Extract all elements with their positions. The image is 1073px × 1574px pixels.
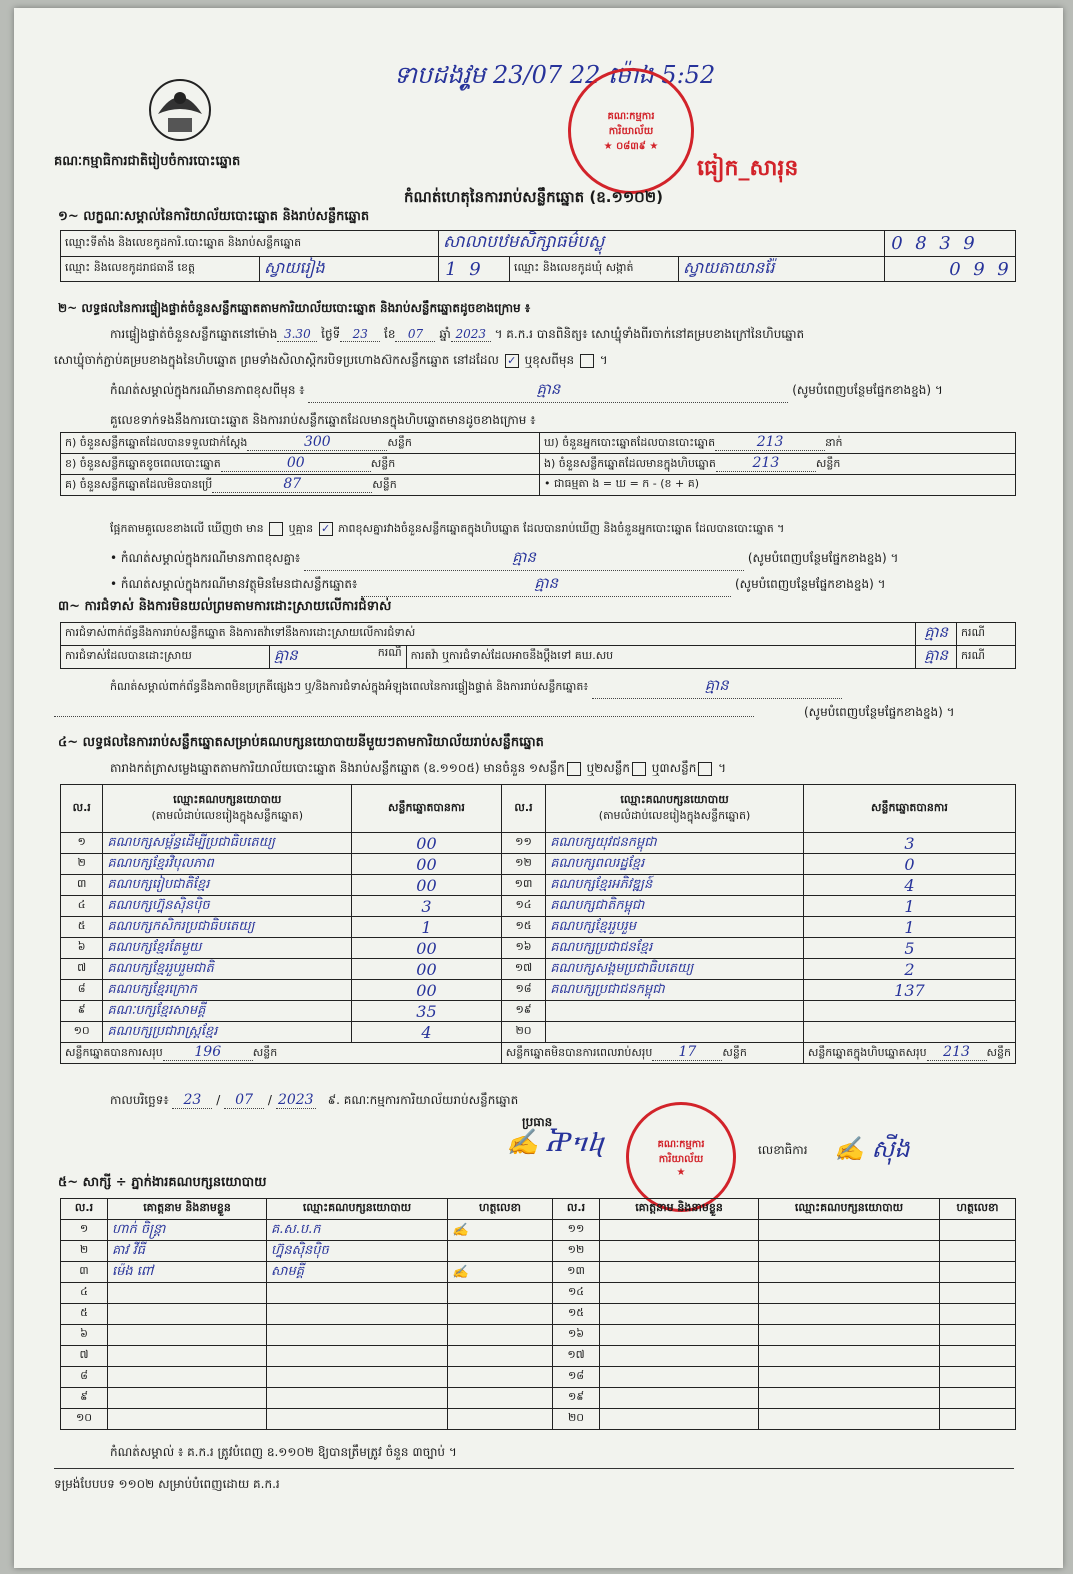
witness-name	[108, 1367, 267, 1388]
witness-signature	[448, 1346, 553, 1367]
form-sheet	[14, 8, 1063, 1568]
seal-line: សោឃ្នុំចាក់ភ្ជាប់គម្របខាងក្នុងនៃហិបឆ្នោត ព្រមទាំងសិលាស្តិករបិទប្រហោងស៊កសន្លឹកឆ្នោត នៅដដែល ✓ ឬខុសពីមុន ។	[54, 353, 608, 367]
witness-name	[108, 1409, 267, 1430]
discrepancy-note: • កំណត់សម្គាល់ក្នុងករណីមានភាពខុសគ្នា៖ គ្មាន (សូមបំពេញបន្ថែមផ្នែកខាងខ្នង) ។	[110, 548, 898, 571]
witness-party	[759, 1304, 940, 1325]
different-checkbox[interactable]	[580, 354, 594, 368]
has-discrepancy-checkbox[interactable]	[269, 522, 283, 536]
row-number: ៧	[61, 959, 103, 980]
row-number: ១	[61, 833, 103, 854]
witness-name	[108, 1388, 267, 1409]
witness-party	[759, 1325, 940, 1346]
table-row	[61, 917, 1016, 938]
row-number: ៦	[61, 938, 103, 959]
witness-signature	[940, 1325, 1016, 1346]
section2-heading: ២~ លទ្ធផលនៃការផ្ទៀងផ្ទាត់ចំនួនសន្លឹកឆ្នោតតាមការិយាល័យបោះឆ្នោត និងរាប់សន្លឹកឆ្នោតដូចខាងក្រោម ៖	[58, 301, 531, 315]
witness-party	[759, 1241, 940, 1262]
witness-party	[267, 1325, 448, 1346]
spoiled-ballots: 00	[221, 455, 371, 472]
witness-name	[600, 1304, 759, 1325]
emblem-logo	[144, 74, 216, 146]
witness-party	[759, 1367, 940, 1388]
party-name: គណបក្សពលរដ្ឋខ្មែរ	[546, 854, 804, 875]
figures-intro: គួលេខទាក់ទងនឹងការបោះឆ្នោត និងការរាប់សន្លឹកឆ្នោតដែលមានក្នុងហិបឆ្នោតមានដូចខាងក្រោម ៖	[110, 413, 536, 427]
witness-party	[267, 1283, 448, 1304]
row-number: ៧	[61, 1346, 108, 1367]
witness-name: ហាក់ ចិន្ត្រា	[108, 1220, 267, 1241]
table-row	[61, 1304, 1016, 1325]
table-row	[61, 875, 1016, 896]
row-number: ១៣	[553, 1262, 600, 1283]
row-number: ១៩	[501, 1001, 546, 1022]
vote-count: 4	[352, 1022, 502, 1043]
vote-count: 1	[803, 896, 1015, 917]
two-sheets-checkbox[interactable]	[632, 762, 646, 776]
vote-count	[803, 1022, 1015, 1043]
form-title: កំណត់ហេតុនៃការរាប់សន្លឹកឆ្នោត (ឧ.១១០២)	[404, 188, 664, 206]
row-number: ១៨	[553, 1367, 600, 1388]
stamp-side-note: ធៀក_សារុន	[697, 156, 799, 181]
vote-count: 00	[352, 938, 502, 959]
row-number: ១៨	[501, 980, 546, 1001]
witness-table: ល.រ គោត្តនាម និងនាមខ្លួន ឈ្មោះគណបក្សនយោបាយ ហត្ថលេខា ល.រ គោត្តនាម និងនាមខ្លួន ឈ្មោះគណបក្សនយោបាយ ហត្ថលេខា ១ ហាក់ ចិន្ត្រា គ.ស.ប.ក ✍ ១១ ២ គាវ វីធី ហ្វ៊ុនស៊ិនប៉ិច ១២ ៣ ម៉េង ពៅ សាមគ្គី ✍ ១៣ ៤ ១៤ ៥ ១៥ ៦ ១៦ ៧ ១៧ ៨ ១៨ ៩ ១៩ ១០ ២០	[60, 1198, 1016, 1430]
table-row	[61, 1001, 1016, 1022]
irregularity-note: កំណត់សម្គាល់ពាក់ព័ន្ធនឹងភាពមិនប្រក្រតីផ្សេងៗ ឬ/និងការជំទាស់ក្នុងអំឡុងពេលនៃការផ្ទៀងផ្ទាត់ និងការរាប់សន្លឹកឆ្នោត៖ គ្មាន	[110, 676, 842, 699]
witness-party	[759, 1409, 940, 1430]
vote-count: 00	[352, 980, 502, 1001]
row-number: ៩	[61, 1388, 108, 1409]
row-number: ៥	[61, 917, 103, 938]
witness-name: ម៉េង ពៅ	[108, 1262, 267, 1283]
row-number: ១៥	[501, 917, 546, 938]
chair-signature: ✍ Ⴟⴈⴉ	[506, 1128, 605, 1158]
table-row	[61, 1409, 1016, 1430]
location-label: ឈ្មោះទីតាំង និងលេខកូដការិ.បោះឆ្នោត និងរាប់សន្លឹកឆ្នោត	[61, 231, 439, 257]
witness-party	[267, 1388, 448, 1409]
section3-heading: ៣~ ការជំទាស់ និងការមិនយល់ព្រមតាមការដោះស្រាយលើការជំទាស់	[58, 599, 392, 614]
party-name: គណបក្សខ្មែរតែមួយ	[103, 938, 352, 959]
commune-value: ស្វាយតាយានរ៉ែ	[679, 257, 885, 282]
row-number: ១១	[501, 833, 546, 854]
form-footer: ទម្រង់បែបបទ ១១០២ សម្រាប់បំពេញដោយ គ.ក.រ	[54, 1477, 280, 1491]
row-number: ២	[61, 854, 103, 875]
witness-signature	[940, 1409, 1016, 1430]
witness-name	[600, 1283, 759, 1304]
table-row	[61, 1220, 1016, 1241]
table-row	[61, 1022, 1016, 1043]
section5-heading: ៥~ សាក្សី ÷ ភ្នាក់ងារគណបក្សនយោបាយ	[58, 1175, 267, 1190]
table-row	[61, 854, 1016, 875]
witness-party	[759, 1388, 940, 1409]
row-number: ១៦	[553, 1325, 600, 1346]
location-code: 0 8 3 9	[885, 231, 1016, 257]
resolved-count: គ្មាន ករណី	[270, 646, 407, 669]
witness-party	[759, 1283, 940, 1304]
witness-signature	[940, 1262, 1016, 1283]
table-row	[61, 1346, 1016, 1367]
witness-name	[600, 1367, 759, 1388]
witness-name	[600, 1241, 759, 1262]
witness-name	[600, 1325, 759, 1346]
total-in-box: 213	[927, 1044, 987, 1061]
row-number: ១៧	[553, 1346, 600, 1367]
party-name: គណបក្សរៀបជាតិខ្មែរ	[103, 875, 352, 896]
witness-signature	[448, 1409, 553, 1430]
table-row	[61, 959, 1016, 980]
row-number: ១០	[61, 1409, 108, 1430]
witness-signature: ✍	[448, 1262, 553, 1283]
witness-party	[267, 1409, 448, 1430]
table-row	[61, 1283, 1016, 1304]
vote-count: 137	[803, 980, 1015, 1001]
party-name: គណបក្សកសិករប្រជាធិបតេយ្យ	[103, 917, 352, 938]
handwritten-received-note: ទាបដងវ្តូម 23/07 22 ម៉ោង 5:52	[394, 61, 716, 89]
foreign-object-note: • កំណត់សម្គាល់ក្នុងករណីមានវត្ថុមិនមែនជាសន្លឹកឆ្នោត៖ គ្មាន (សូមបំពេញបន្ថែមផ្នែកខាងខ្នង) ។	[110, 574, 886, 597]
party-name: គណបក្សខ្មែរវិបុលភាព	[103, 854, 352, 875]
witness-name	[600, 1388, 759, 1409]
table-row	[61, 938, 1016, 959]
row-number: ១៤	[501, 896, 546, 917]
party-name: គណបក្សយុវជនកម្ពុជា	[546, 833, 804, 854]
witness-party	[759, 1220, 940, 1241]
row-number: ១៤	[553, 1283, 600, 1304]
secretary-label: លេខាធិការ	[758, 1143, 808, 1157]
table-row	[61, 1388, 1016, 1409]
party-name: គណៈបក្សខ្មែរសាមគ្គី	[103, 1001, 352, 1022]
witness-signature	[940, 1346, 1016, 1367]
bottom-note: កំណត់សម្គាល់ ៖ គ.ក.រ ត្រូវបំពេញ ឧ.១១០២ ឱ្យបានត្រឹមត្រូវ ចំនួន ៣ច្បាប់ ។	[110, 1445, 457, 1459]
three-sheets-checkbox[interactable]	[698, 762, 712, 776]
figures-table: ក) ចំនួនសន្លឹកឆ្នោតដែលបានទទួលជាក់ស្តែង 300 សន្លឹក ឃ) ចំនួនអ្នកបោះឆ្នោតដែលបានបោះឆ្នោត 213 នាក់ ខ) ចំនួនសន្លឹកឆ្នោតខូចពេលបោះឆ្នោត 00 សន្លឹក ង) ចំនួនសន្លឹកឆ្នោតដែលមានក្នុងហិបឆ្នោត 213 សន្លឹក គ) ចំនួនសន្លឹកឆ្នោតដែលមិនបានប្រើ 87 សន្លឹក • ជាធម្មតា ង = ឃ = ក - (ខ + គ)	[60, 432, 1016, 496]
row-number: ១៥	[553, 1304, 600, 1325]
vote-count: 1	[352, 917, 502, 938]
same-checkbox[interactable]: ✓	[505, 354, 519, 368]
appealed-count: គ្មាន	[916, 646, 957, 669]
row-number: ១៦	[501, 938, 546, 959]
witness-signature	[448, 1241, 553, 1262]
row-number: ១០	[61, 1022, 103, 1043]
party-name: គណបក្សប្រជាជនខ្មែរ	[546, 938, 804, 959]
difference-note: កំណត់សម្គាល់ក្នុងករណីមានភាពខុសពីមុន ៖ គ្មាន (សូមបំពេញបន្ថែមផ្នែកខាងខ្នង) ។	[110, 380, 1010, 403]
row-number: ២០	[501, 1022, 546, 1043]
witness-name	[108, 1346, 267, 1367]
unused-ballots: 87	[212, 476, 372, 493]
commune-label: ឈ្មោះ និងលេខកូដឃុំ សង្កាត់	[510, 257, 679, 282]
witness-party: គ.ស.ប.ក	[267, 1220, 448, 1241]
witness-signature	[940, 1220, 1016, 1241]
row-number: ៣	[61, 1262, 108, 1283]
province-label: ឈ្មោះ និងលេខកូដរាជធានី ខេត្ត	[61, 257, 260, 282]
table-row	[61, 1367, 1016, 1388]
table-row	[61, 980, 1016, 1001]
witness-signature	[448, 1283, 553, 1304]
witness-name	[600, 1409, 759, 1430]
row-number: ១១	[553, 1220, 600, 1241]
row-number: ៥	[61, 1304, 108, 1325]
commune-code: 0 9 9	[885, 257, 1016, 282]
verification-line: ការផ្ទៀងផ្ទាត់ចំនួនសន្លឹកឆ្នោតនៅម៉ោង 3.30 ថ្ងៃទី 23 ខែ 07 ឆ្នាំ 2023 ។ គ.ក.រ បានពិនិត្យ៖ សោឃ្នុំទាំងពីរចាក់នៅគម្របខាងក្រៅនៃហិបឆ្នោត	[110, 327, 805, 341]
no-discrepancy-checkbox[interactable]: ✓	[319, 522, 333, 536]
witness-party	[759, 1346, 940, 1367]
party-name: គណបក្សហ្វ៊ុនស៊ិនប៉ិច	[103, 896, 352, 917]
formula: ជាធម្មតា ង = ឃ = ក - (ខ + គ)	[554, 477, 699, 490]
witness-signature: ✍	[448, 1220, 553, 1241]
row-number: ១២	[553, 1241, 600, 1262]
vote-count: 00	[352, 854, 502, 875]
row-number: ៤	[61, 1283, 108, 1304]
party-results-table: ល.រ ឈ្មោះគណបក្សនយោបាយ (តាមលំដាប់លេខរៀងក្នុងសន្លឹកឆ្នោត) សន្លឹកឆ្នោតបានការ ល.រ ឈ្មោះគណបក្សនយោបាយ (តាមលំដាប់លេខរៀងក្នុងសន្លឹកឆ្នោត) សន្លឹកឆ្នោតបានការ ១ គណបក្សសម្ព័ន្ធដើម្បីប្រជាធិបតេយ្យ 00 ១១ គណបក្សយុវជនកម្ពុជា 3 ២ គណបក្សខ្មែរវិបុលភាព 00 ១២ គណបក្សពលរដ្ឋខ្មែរ 0 ៣ គណបក្សរៀបជាតិខ្មែរ 00 ១៣ គណបក្សខ្មែរអភិវឌ្ឍន៍ 4 ៤ គណបក្សហ្វ៊ុនស៊ិនប៉ិច 3 ១៤ គណបក្សជាតិកម្ពុជា 1 ៥ គណបក្សកសិករប្រជាធិបតេយ្យ 1 ១៥ គណបក្សខ្មែររួបរួម 1 ៦ គណបក្សខ្មែរតែមួយ 00 ១៦ គណបក្សប្រជាជនខ្មែរ 5 ៧ គណបក្សខ្មែររួបរួមជាតិ 00 ១៧ គណបក្សសង្គមប្រជាធិបតេយ្យ 2 ៨ គណបក្សខ្មែរក្រោក 00 ១៨ គណបក្សប្រជាជនកម្ពុជា 137 ៩ គណៈបក្សខ្មែរសាមគ្គី 35 ១៩ ១០ គណបក្សប្រជារាស្ត្រខ្មែរ 4 ២០ សន្លឹកឆ្នោតបានការសរុប 196 សន្លឹក សន្លឹកឆ្នោតមិនបានការពេលរាប់សរុប 17 សន្លឹក សន្លឹកឆ្នោតក្នុងហិបឆ្នោតសរុប 213 សន្លឹក	[60, 784, 1016, 1064]
row-number: ៦	[61, 1325, 108, 1346]
witness-party: សាមគ្គី	[267, 1262, 448, 1283]
tally-sheets-line: តារាងកត់ត្រាសម្លេងឆ្នោតតាមការិយាល័យបោះឆ្នោត និងរាប់សន្លឹកឆ្នោត (ឧ.១១០៥) មានចំនួន ១សន្លឹក ឬ២សន្លឹក ឬ៣សន្លឹក ។	[110, 761, 727, 775]
row-number: ៣	[61, 875, 103, 896]
secretary-signature: ✍ ស៊ីង	[834, 1135, 910, 1163]
party-name	[546, 1001, 804, 1022]
chair-label: ប្រធាន	[522, 1115, 553, 1129]
vote-count: 1	[803, 917, 1015, 938]
row-number: ១២	[501, 854, 546, 875]
vote-count: 3	[803, 833, 1015, 854]
row-number: ៤	[61, 896, 103, 917]
vote-count: 00	[352, 959, 502, 980]
table-row	[61, 833, 1016, 854]
party-name: គណបក្សជាតិកម្ពុជា	[546, 896, 804, 917]
party-name: គណបក្សសង្គមប្រជាធិបតេយ្យ	[546, 959, 804, 980]
official-stamp-top: គណៈកម្មការ ការិយាល័យ ★ ០៨៣៩ ★	[568, 68, 694, 194]
witness-signature	[940, 1241, 1016, 1262]
vote-count	[803, 1001, 1015, 1022]
vote-count: 2	[803, 959, 1015, 980]
witness-name	[600, 1262, 759, 1283]
official-stamp-bottom: គណៈកម្មការ ការិយាល័យ ★	[626, 1102, 736, 1212]
witness-signature	[448, 1325, 553, 1346]
witness-name	[108, 1325, 267, 1346]
witness-name	[108, 1283, 267, 1304]
row-number: ១៩	[553, 1388, 600, 1409]
party-name: គណបក្សខ្មែរអភិវឌ្ឍន៍	[546, 875, 804, 896]
witness-party	[267, 1367, 448, 1388]
vote-count: 3	[352, 896, 502, 917]
vote-count: 5	[803, 938, 1015, 959]
total-valid: 196	[163, 1044, 253, 1061]
complaints-table: ការជំទាស់ពាក់ព័ន្ធនឹងការរាប់សន្លឹកឆ្នោត និងការតវ៉ាទៅនឹងការដោះស្រាយលើការជំទាស់ គ្មាន ករណី ការជំទាស់ដែលបានដោះស្រាយ គ្មាន ករណី ការតវ៉ា ឬការជំទាស់ដែលអាចនឹងប្តឹងទៅ គឃ.សប គ្មាន ករណី	[60, 622, 1016, 669]
vote-count: 00	[352, 875, 502, 896]
one-sheet-checkbox[interactable]	[567, 762, 581, 776]
voters-count: 213	[715, 434, 825, 451]
table-row	[61, 896, 1016, 917]
province-code: 1 9	[439, 257, 510, 282]
party-name: គណបក្សប្រជារាស្ត្រខ្មែរ	[103, 1022, 352, 1043]
row-number: ១៧	[501, 959, 546, 980]
party-name: គណបក្សសម្ព័ន្ធដើម្បីប្រជាធិបតេយ្យ	[103, 833, 352, 854]
discrepancy-line: ផ្អែកតាមគួលេខខាងលើ ឃើញថា មាន ឬគ្មាន ✓ ភាពខុសគ្នារវាងចំនួនសន្លឹកឆ្នោតក្នុងហិបឆ្នោត ដែលបានរាប់ឃើញ និងចំនួនអ្នកបោះឆ្នោត ដែលបានបោះឆ្នោត ។	[110, 522, 785, 535]
org-name: គណៈកម្មាធិការជាតិរៀបចំការបោះឆ្នោត	[54, 154, 241, 169]
row-number: ២	[61, 1241, 108, 1262]
party-name: គណបក្សខ្មែររួបរួម	[546, 917, 804, 938]
table-row	[61, 1241, 1016, 1262]
section4-heading: ៤~ លទ្ធផលនៃការរាប់សន្លឹកឆ្នោតសម្រាប់គណបក្សនយោបាយនីមួយៗតាមការិយាល័យរាប់សន្លឹកឆ្នោត	[58, 735, 544, 750]
irregularity-fill-note: (សូមបំពេញបន្ថែមផ្នែកខាងខ្នង) ។	[804, 705, 955, 719]
witness-name	[600, 1346, 759, 1367]
witness-signature	[940, 1304, 1016, 1325]
row-number: ១	[61, 1220, 108, 1241]
vote-count: 0	[803, 854, 1015, 875]
row-number: ៨	[61, 980, 103, 1001]
section1-heading: ១~ លក្ខណៈសម្គាល់នៃការិយាល័យបោះឆ្នោត និងរាប់សន្លឹកឆ្នោត	[58, 209, 370, 224]
witness-signature	[448, 1388, 553, 1409]
witness-party	[759, 1262, 940, 1283]
row-number: ២០	[553, 1409, 600, 1430]
ballots-in-box: 213	[716, 455, 816, 472]
received-ballots: 300	[247, 434, 387, 451]
witness-name: គាវ វីធី	[108, 1241, 267, 1262]
party-name: គណបក្សប្រជាជនកម្ពុជា	[546, 980, 804, 1001]
vote-count: 00	[352, 833, 502, 854]
party-name: គណបក្សខ្មែរក្រោក	[103, 980, 352, 1001]
vote-count: 4	[803, 875, 1015, 896]
table-row	[61, 1262, 1016, 1283]
witness-signature	[940, 1388, 1016, 1409]
table-row	[61, 1325, 1016, 1346]
section1-table	[60, 230, 1016, 282]
row-number: ៩	[61, 1001, 103, 1022]
complaints-count: គ្មាន	[916, 623, 957, 646]
date-line: កាលបរិច្ឆេទ៖ 23 / 07 / 2023 ៩. គណៈកម្មការការិយាល័យរាប់សន្លឹកឆ្នោត	[110, 1092, 519, 1108]
province-value: ស្វាយរៀង	[260, 257, 439, 282]
witness-name	[108, 1304, 267, 1325]
witness-party: ហ្វ៊ុនស៊ិនប៉ិច	[267, 1241, 448, 1262]
vote-count: 35	[352, 1001, 502, 1022]
location-value: សាលាបឋមសិក្សាធម៌បស្លុ	[439, 231, 885, 257]
witness-signature	[940, 1367, 1016, 1388]
witness-party	[267, 1346, 448, 1367]
row-number: ១៣	[501, 875, 546, 896]
witness-signature	[448, 1304, 553, 1325]
party-name: គណបក្សខ្មែររួបរួមជាតិ	[103, 959, 352, 980]
total-invalid: 17	[652, 1044, 722, 1061]
party-name	[546, 1022, 804, 1043]
witness-party	[267, 1304, 448, 1325]
witness-signature	[448, 1367, 553, 1388]
row-number: ៨	[61, 1367, 108, 1388]
witness-signature	[940, 1283, 1016, 1304]
witness-name	[600, 1220, 759, 1241]
